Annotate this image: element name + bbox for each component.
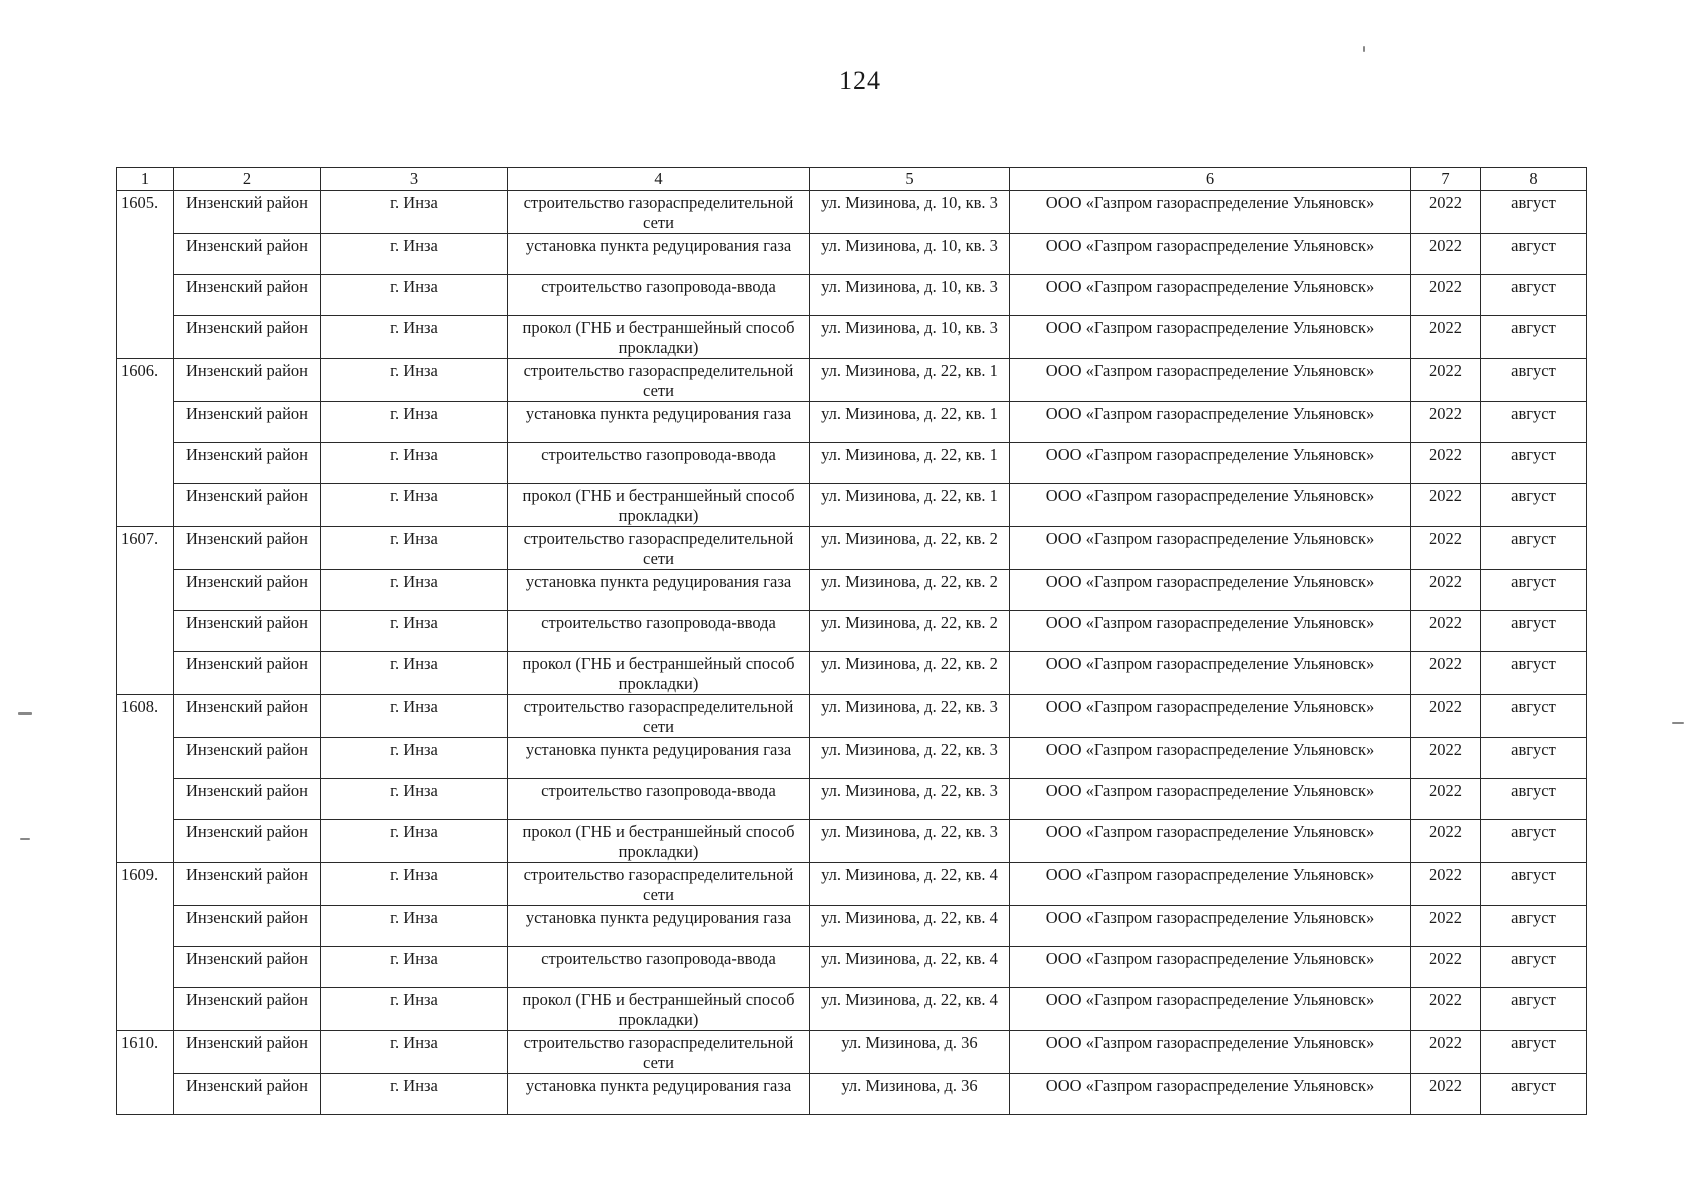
year-cell: 2022 <box>1411 738 1481 779</box>
city-cell: г. Инза <box>321 820 508 863</box>
month-cell: август <box>1481 947 1587 988</box>
scan-speck <box>18 712 32 715</box>
organization-cell: ООО «Газпром газораспределение Ульяновск» <box>1010 570 1411 611</box>
work-type-cell: строительство газопровода-ввода <box>508 947 810 988</box>
work-type-cell: строительство газопровода-ввода <box>508 611 810 652</box>
month-cell: август <box>1481 988 1587 1031</box>
table-row <box>117 234 1587 275</box>
month-cell: август <box>1481 1074 1587 1115</box>
page-number: 124 <box>839 66 881 95</box>
work-type-cell: строительство газораспределительной сети <box>508 695 810 738</box>
entry-number-cell: 1606. <box>117 359 174 527</box>
city-cell: г. Инза <box>321 738 508 779</box>
city-cell: г. Инза <box>321 484 508 527</box>
month-cell: август <box>1481 611 1587 652</box>
city-cell: г. Инза <box>321 275 508 316</box>
entry-number-cell: 1610. <box>117 1031 174 1115</box>
year-cell: 2022 <box>1411 191 1481 234</box>
district-cell: Инзенский район <box>174 402 321 443</box>
district-cell: Инзенский район <box>174 738 321 779</box>
city-cell: г. Инза <box>321 402 508 443</box>
district-cell: Инзенский район <box>174 359 321 402</box>
organization-cell: ООО «Газпром газораспределение Ульяновск» <box>1010 316 1411 359</box>
organization-cell: ООО «Газпром газораспределение Ульяновск» <box>1010 1074 1411 1115</box>
organization-cell: ООО «Газпром газораспределение Ульяновск» <box>1010 695 1411 738</box>
organization-cell: ООО «Газпром газораспределение Ульяновск» <box>1010 275 1411 316</box>
district-cell: Инзенский район <box>174 234 321 275</box>
address-cell: ул. Мизинова, д. 22, кв. 2 <box>810 570 1010 611</box>
entry-number-cell: 1609. <box>117 863 174 1031</box>
city-cell: г. Инза <box>321 906 508 947</box>
month-cell: август <box>1481 820 1587 863</box>
table-row <box>117 443 1587 484</box>
work-type-cell: прокол (ГНБ и бестраншейный способ прокладки) <box>508 988 810 1031</box>
district-cell: Инзенский район <box>174 570 321 611</box>
address-cell: ул. Мизинова, д. 36 <box>810 1031 1010 1074</box>
table-row <box>117 527 1587 570</box>
column-header-2: 2 <box>174 168 321 191</box>
month-cell: август <box>1481 863 1587 906</box>
document-table-wrapper <box>116 167 1586 1115</box>
year-cell: 2022 <box>1411 820 1481 863</box>
table-row <box>117 611 1587 652</box>
year-cell: 2022 <box>1411 527 1481 570</box>
city-cell: г. Инза <box>321 611 508 652</box>
work-type-cell: установка пункта редуцирования газа <box>508 738 810 779</box>
table-row <box>117 988 1587 1031</box>
district-cell: Инзенский район <box>174 863 321 906</box>
column-header-5: 5 <box>810 168 1010 191</box>
organization-cell: ООО «Газпром газораспределение Ульяновск» <box>1010 484 1411 527</box>
organization-cell: ООО «Газпром газораспределение Ульяновск» <box>1010 611 1411 652</box>
address-cell: ул. Мизинова, д. 22, кв. 3 <box>810 820 1010 863</box>
district-cell: Инзенский район <box>174 1074 321 1115</box>
scan-speck <box>1363 46 1365 52</box>
address-cell: ул. Мизинова, д. 36 <box>810 1074 1010 1115</box>
month-cell: август <box>1481 402 1587 443</box>
work-type-cell: установка пункта редуцирования газа <box>508 570 810 611</box>
organization-cell: ООО «Газпром газораспределение Ульяновск» <box>1010 779 1411 820</box>
table-row <box>117 570 1587 611</box>
city-cell: г. Инза <box>321 443 508 484</box>
district-cell: Инзенский район <box>174 316 321 359</box>
address-cell: ул. Мизинова, д. 22, кв. 1 <box>810 402 1010 443</box>
work-type-cell: строительство газораспределительной сети <box>508 191 810 234</box>
city-cell: г. Инза <box>321 570 508 611</box>
organization-cell: ООО «Газпром газораспределение Ульяновск» <box>1010 820 1411 863</box>
district-cell: Инзенский район <box>174 527 321 570</box>
city-cell: г. Инза <box>321 988 508 1031</box>
year-cell: 2022 <box>1411 316 1481 359</box>
city-cell: г. Инза <box>321 779 508 820</box>
table-row <box>117 652 1587 695</box>
address-cell: ул. Мизинова, д. 22, кв. 3 <box>810 695 1010 738</box>
address-cell: ул. Мизинова, д. 22, кв. 2 <box>810 611 1010 652</box>
organization-cell: ООО «Газпром газораспределение Ульяновск» <box>1010 191 1411 234</box>
address-cell: ул. Мизинова, д. 22, кв. 4 <box>810 988 1010 1031</box>
year-cell: 2022 <box>1411 402 1481 443</box>
district-cell: Инзенский район <box>174 947 321 988</box>
table-row <box>117 695 1587 738</box>
table-header-row <box>117 168 1587 191</box>
city-cell: г. Инза <box>321 1074 508 1115</box>
district-cell: Инзенский район <box>174 820 321 863</box>
month-cell: август <box>1481 779 1587 820</box>
column-header-6: 6 <box>1010 168 1411 191</box>
city-cell: г. Инза <box>321 316 508 359</box>
month-cell: август <box>1481 695 1587 738</box>
column-header-1: 1 <box>117 168 174 191</box>
works-table <box>116 167 1587 1115</box>
month-cell: август <box>1481 316 1587 359</box>
district-cell: Инзенский район <box>174 779 321 820</box>
entry-number-cell: 1605. <box>117 191 174 359</box>
city-cell: г. Инза <box>321 359 508 402</box>
month-cell: август <box>1481 527 1587 570</box>
work-type-cell: прокол (ГНБ и бестраншейный способ прокладки) <box>508 652 810 695</box>
address-cell: ул. Мизинова, д. 22, кв. 2 <box>810 652 1010 695</box>
year-cell: 2022 <box>1411 906 1481 947</box>
year-cell: 2022 <box>1411 695 1481 738</box>
year-cell: 2022 <box>1411 779 1481 820</box>
address-cell: ул. Мизинова, д. 22, кв. 3 <box>810 738 1010 779</box>
table-row <box>117 863 1587 906</box>
table-row <box>117 191 1587 234</box>
work-type-cell: строительство газораспределительной сети <box>508 527 810 570</box>
organization-cell: ООО «Газпром газораспределение Ульяновск» <box>1010 988 1411 1031</box>
organization-cell: ООО «Газпром газораспределение Ульяновск» <box>1010 359 1411 402</box>
month-cell: август <box>1481 652 1587 695</box>
column-header-7: 7 <box>1411 168 1481 191</box>
table-row <box>117 275 1587 316</box>
year-cell: 2022 <box>1411 988 1481 1031</box>
scan-speck <box>1672 722 1684 724</box>
month-cell: август <box>1481 234 1587 275</box>
month-cell: август <box>1481 191 1587 234</box>
month-cell: август <box>1481 443 1587 484</box>
address-cell: ул. Мизинова, д. 22, кв. 1 <box>810 359 1010 402</box>
column-header-3: 3 <box>321 168 508 191</box>
month-cell: август <box>1481 359 1587 402</box>
entry-number-cell: 1607. <box>117 527 174 695</box>
work-type-cell: строительство газораспределительной сети <box>508 359 810 402</box>
work-type-cell: строительство газораспределительной сети <box>508 1031 810 1074</box>
organization-cell: ООО «Газпром газораспределение Ульяновск» <box>1010 652 1411 695</box>
month-cell: август <box>1481 275 1587 316</box>
year-cell: 2022 <box>1411 652 1481 695</box>
city-cell: г. Инза <box>321 947 508 988</box>
work-type-cell: прокол (ГНБ и бестраншейный способ прокладки) <box>508 316 810 359</box>
organization-cell: ООО «Газпром газораспределение Ульяновск» <box>1010 527 1411 570</box>
work-type-cell: строительство газораспределительной сети <box>508 863 810 906</box>
address-cell: ул. Мизинова, д. 22, кв. 3 <box>810 779 1010 820</box>
month-cell: август <box>1481 570 1587 611</box>
work-type-cell: строительство газопровода-ввода <box>508 443 810 484</box>
year-cell: 2022 <box>1411 484 1481 527</box>
table-row <box>117 779 1587 820</box>
column-header-8: 8 <box>1481 168 1587 191</box>
year-cell: 2022 <box>1411 947 1481 988</box>
month-cell: август <box>1481 484 1587 527</box>
organization-cell: ООО «Газпром газораспределение Ульяновск» <box>1010 1031 1411 1074</box>
year-cell: 2022 <box>1411 443 1481 484</box>
year-cell: 2022 <box>1411 275 1481 316</box>
entry-number-cell: 1608. <box>117 695 174 863</box>
work-type-cell: прокол (ГНБ и бестраншейный способ прокладки) <box>508 484 810 527</box>
year-cell: 2022 <box>1411 359 1481 402</box>
address-cell: ул. Мизинова, д. 22, кв. 4 <box>810 947 1010 988</box>
address-cell: ул. Мизинова, д. 22, кв. 4 <box>810 863 1010 906</box>
address-cell: ул. Мизинова, д. 10, кв. 3 <box>810 191 1010 234</box>
month-cell: август <box>1481 906 1587 947</box>
address-cell: ул. Мизинова, д. 22, кв. 1 <box>810 443 1010 484</box>
year-cell: 2022 <box>1411 1074 1481 1115</box>
address-cell: ул. Мизинова, д. 22, кв. 4 <box>810 906 1010 947</box>
table-row <box>117 820 1587 863</box>
table-row <box>117 359 1587 402</box>
table-row <box>117 738 1587 779</box>
year-cell: 2022 <box>1411 570 1481 611</box>
district-cell: Инзенский район <box>174 652 321 695</box>
district-cell: Инзенский район <box>174 611 321 652</box>
address-cell: ул. Мизинова, д. 22, кв. 1 <box>810 484 1010 527</box>
district-cell: Инзенский район <box>174 906 321 947</box>
table-row <box>117 947 1587 988</box>
year-cell: 2022 <box>1411 611 1481 652</box>
district-cell: Инзенский район <box>174 988 321 1031</box>
organization-cell: ООО «Газпром газораспределение Ульяновск» <box>1010 947 1411 988</box>
table-row <box>117 1031 1587 1074</box>
city-cell: г. Инза <box>321 527 508 570</box>
work-type-cell: строительство газопровода-ввода <box>508 275 810 316</box>
year-cell: 2022 <box>1411 234 1481 275</box>
address-cell: ул. Мизинова, д. 10, кв. 3 <box>810 316 1010 359</box>
address-cell: ул. Мизинова, д. 10, кв. 3 <box>810 275 1010 316</box>
work-type-cell: прокол (ГНБ и бестраншейный способ прокладки) <box>508 820 810 863</box>
organization-cell: ООО «Газпром газораспределение Ульяновск» <box>1010 234 1411 275</box>
column-header-4: 4 <box>508 168 810 191</box>
district-cell: Инзенский район <box>174 443 321 484</box>
city-cell: г. Инза <box>321 191 508 234</box>
work-type-cell: установка пункта редуцирования газа <box>508 402 810 443</box>
table-row <box>117 1074 1587 1115</box>
city-cell: г. Инза <box>321 1031 508 1074</box>
district-cell: Инзенский район <box>174 695 321 738</box>
work-type-cell: установка пункта редуцирования газа <box>508 234 810 275</box>
table-row <box>117 316 1587 359</box>
table-row <box>117 402 1587 443</box>
district-cell: Инзенский район <box>174 191 321 234</box>
city-cell: г. Инза <box>321 863 508 906</box>
table-body <box>117 191 1587 1115</box>
year-cell: 2022 <box>1411 1031 1481 1074</box>
address-cell: ул. Мизинова, д. 10, кв. 3 <box>810 234 1010 275</box>
district-cell: Инзенский район <box>174 1031 321 1074</box>
scan-speck <box>20 838 30 840</box>
organization-cell: ООО «Газпром газораспределение Ульяновск» <box>1010 863 1411 906</box>
organization-cell: ООО «Газпром газораспределение Ульяновск» <box>1010 906 1411 947</box>
month-cell: август <box>1481 738 1587 779</box>
work-type-cell: установка пункта редуцирования газа <box>508 906 810 947</box>
district-cell: Инзенский район <box>174 484 321 527</box>
table-row <box>117 906 1587 947</box>
city-cell: г. Инза <box>321 652 508 695</box>
work-type-cell: строительство газопровода-ввода <box>508 779 810 820</box>
organization-cell: ООО «Газпром газораспределение Ульяновск» <box>1010 738 1411 779</box>
organization-cell: ООО «Газпром газораспределение Ульяновск» <box>1010 443 1411 484</box>
table-row <box>117 484 1587 527</box>
city-cell: г. Инза <box>321 695 508 738</box>
district-cell: Инзенский район <box>174 275 321 316</box>
organization-cell: ООО «Газпром газораспределение Ульяновск» <box>1010 402 1411 443</box>
city-cell: г. Инза <box>321 234 508 275</box>
address-cell: ул. Мизинова, д. 22, кв. 2 <box>810 527 1010 570</box>
year-cell: 2022 <box>1411 863 1481 906</box>
work-type-cell: установка пункта редуцирования газа <box>508 1074 810 1115</box>
month-cell: август <box>1481 1031 1587 1074</box>
